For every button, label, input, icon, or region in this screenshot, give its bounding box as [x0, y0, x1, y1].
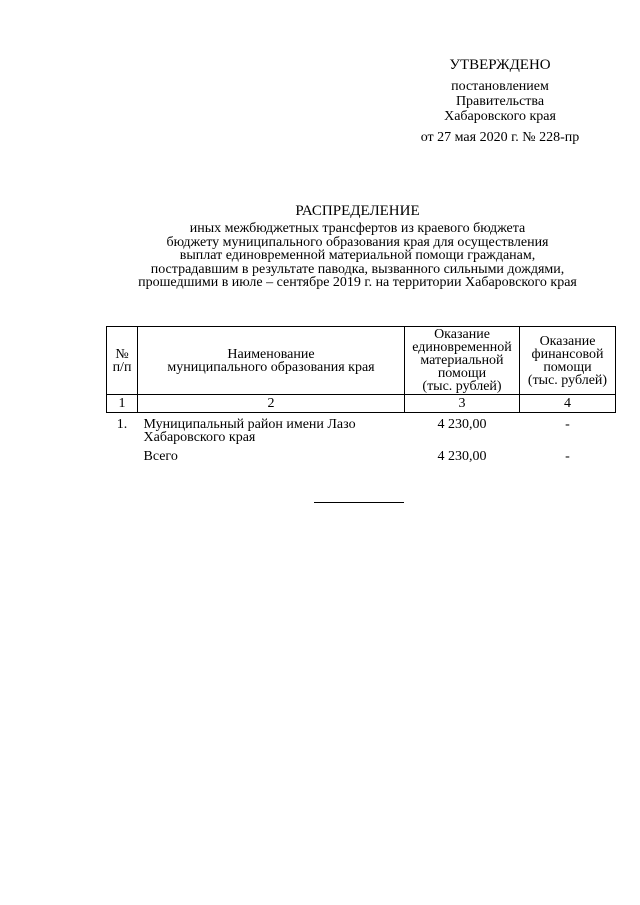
- subtitle-line: бюджету муниципального образования края для осуществления: [166, 234, 549, 250]
- header-text: (тыс. рублей): [422, 379, 502, 394]
- header-text: единовременной: [412, 340, 512, 355]
- row-material-value: 4 230,00: [437, 417, 487, 432]
- approval-date: от 27 мая 2020 г. № 228-пр: [420, 130, 580, 145]
- column-number: 2: [138, 395, 405, 413]
- header-text: муниципального образования края: [167, 359, 375, 375]
- header-material-aid: [405, 327, 520, 395]
- column-number: 4: [520, 395, 616, 413]
- subtitle-line: иных межбюджетных трансфертов из краевого бюджета: [189, 221, 526, 236]
- table-row: [107, 413, 616, 449]
- header-text: помощи: [543, 359, 592, 375]
- approval-line: Правительства: [455, 94, 545, 109]
- row-municipality: [138, 413, 405, 449]
- subtitle-line: выплат единовременной материальной помощи гражданам,: [179, 248, 536, 263]
- total-row: [107, 448, 616, 465]
- closing-rule: [314, 502, 404, 503]
- document-subtitle: [60, 222, 640, 290]
- document-title: РАСПРЕДЕЛЕНИЕ: [295, 203, 420, 219]
- header-municipality: [138, 327, 405, 395]
- approval-heading: УТВЕРЖДЕНО: [449, 57, 551, 73]
- header-text: Оказание: [434, 327, 490, 342]
- header-text: №: [115, 346, 129, 362]
- subtitle-line: прошедшими в июле – сентябре 2019 г. на территории Хабаровского края: [138, 275, 577, 290]
- approval-block: [400, 58, 600, 145]
- total-number: [107, 448, 138, 465]
- header-financial-aid: [520, 327, 616, 395]
- row-financial-value: -: [565, 417, 570, 432]
- column-number: 1: [107, 395, 138, 413]
- total-label: Всего: [143, 449, 178, 464]
- header-text: помощи: [437, 366, 487, 381]
- header-number: [107, 327, 138, 395]
- distribution-table: [106, 326, 616, 465]
- column-number-row: [107, 395, 616, 413]
- row-number: 1.: [116, 417, 128, 432]
- subtitle-line: пострадавшим в результате паводка, вызванного сильными дождями,: [150, 261, 565, 277]
- approval-line: Хабаровского края: [444, 109, 556, 124]
- approval-line: постановлением: [451, 79, 549, 94]
- header-text: п/п: [112, 359, 132, 375]
- column-number: 3: [405, 395, 520, 413]
- header-text: Оказание: [539, 333, 596, 349]
- header-text: финансовой: [531, 346, 604, 362]
- header-text: Наименование: [227, 346, 315, 362]
- municipality-text: Муниципальный район имени Лазо: [143, 417, 356, 432]
- header-text: (тыс. рублей): [527, 372, 608, 388]
- table-header-row: [107, 327, 616, 395]
- header-text: материальной: [420, 353, 504, 368]
- total-material-value: 4 230,00: [437, 449, 487, 464]
- total-financial-value: -: [565, 449, 570, 464]
- municipality-text: Хабаровского края: [143, 430, 256, 445]
